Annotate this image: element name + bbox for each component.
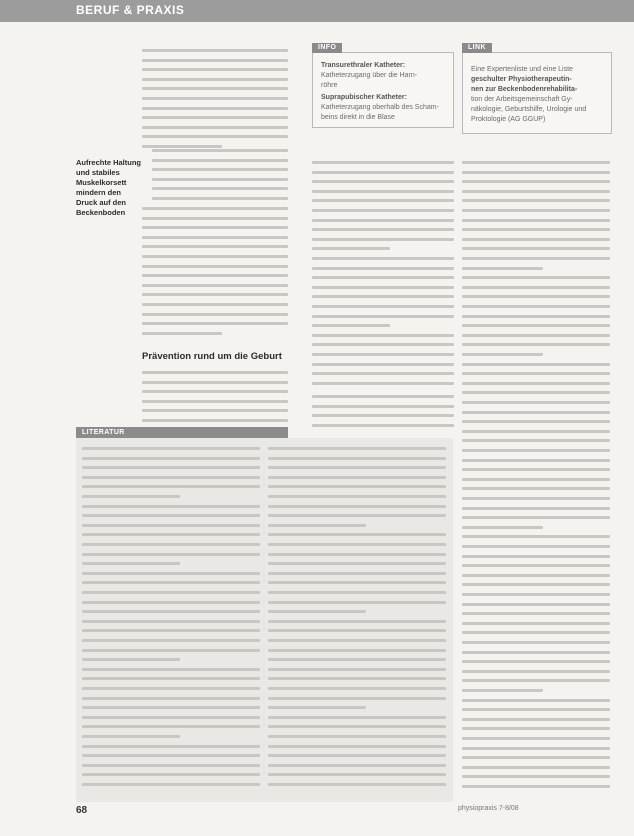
text-line-placeholder bbox=[142, 207, 288, 210]
info-line: Katheterzugang über die Harn- bbox=[321, 72, 418, 79]
text-line-placeholder bbox=[82, 783, 260, 786]
text-line-placeholder bbox=[312, 257, 454, 260]
text-line-placeholder bbox=[462, 180, 610, 183]
text-line-placeholder bbox=[142, 293, 288, 296]
text-line-placeholder bbox=[82, 649, 260, 652]
text-line-placeholder bbox=[268, 754, 446, 757]
text-line-placeholder bbox=[462, 238, 610, 241]
text-line-placeholder bbox=[312, 424, 454, 427]
text-line-placeholder bbox=[462, 382, 610, 385]
text-line-placeholder bbox=[462, 747, 610, 750]
text-line-placeholder bbox=[462, 161, 610, 164]
text-line-placeholder bbox=[462, 295, 610, 298]
text-line-placeholder bbox=[142, 274, 288, 277]
text-line-placeholder bbox=[268, 457, 446, 460]
text-line-placeholder bbox=[152, 168, 288, 171]
text-line-placeholder bbox=[268, 745, 446, 748]
text-line-placeholder bbox=[462, 603, 610, 606]
text-line-placeholder bbox=[142, 87, 288, 90]
info-line: Transurethraler Katheter: bbox=[321, 62, 406, 69]
text-line-placeholder bbox=[462, 391, 610, 394]
text-line-placeholder bbox=[462, 660, 610, 663]
text-line-placeholder bbox=[312, 324, 390, 327]
text-line-placeholder bbox=[462, 545, 610, 548]
text-line-placeholder bbox=[142, 107, 288, 110]
text-line-placeholder bbox=[462, 766, 610, 769]
sidebar-line: Druck auf den bbox=[76, 198, 127, 207]
text-line-placeholder bbox=[82, 754, 260, 757]
text-line-placeholder bbox=[462, 420, 610, 423]
text-line-placeholder bbox=[462, 526, 543, 529]
text-line-placeholder bbox=[462, 257, 610, 260]
text-line-placeholder bbox=[82, 610, 260, 613]
text-line-placeholder bbox=[312, 405, 454, 408]
text-line-placeholder bbox=[82, 773, 260, 776]
info-line: beins direkt in die Blase bbox=[321, 114, 395, 121]
text-line-placeholder bbox=[268, 649, 446, 652]
text-line-placeholder bbox=[462, 775, 610, 778]
text-line-placeholder bbox=[82, 533, 260, 536]
text-line-placeholder bbox=[462, 555, 610, 558]
text-line-placeholder bbox=[462, 641, 610, 644]
text-line-placeholder bbox=[268, 447, 446, 450]
text-line-placeholder bbox=[268, 514, 446, 517]
text-line-placeholder bbox=[268, 658, 446, 661]
text-line-placeholder bbox=[462, 411, 610, 414]
text-line-placeholder bbox=[312, 414, 454, 417]
text-line-placeholder bbox=[142, 284, 288, 287]
text-line-placeholder bbox=[82, 572, 260, 575]
text-line-placeholder bbox=[142, 332, 222, 335]
text-line-placeholder bbox=[312, 276, 454, 279]
text-line-placeholder bbox=[312, 305, 454, 308]
text-line-placeholder bbox=[462, 497, 610, 500]
text-line-placeholder bbox=[312, 295, 454, 298]
text-line-placeholder bbox=[312, 267, 454, 270]
text-line-placeholder bbox=[142, 49, 288, 52]
link-line: näkologie, Geburtshilfe, Urologie und bbox=[471, 106, 587, 113]
text-line-placeholder bbox=[268, 668, 446, 671]
text-line-placeholder bbox=[462, 228, 610, 231]
text-line-placeholder bbox=[142, 313, 288, 316]
sidebar-line: mindern den bbox=[76, 188, 122, 197]
text-line-placeholder bbox=[268, 495, 446, 498]
text-line-placeholder bbox=[268, 610, 366, 613]
text-line-placeholder bbox=[268, 581, 446, 584]
text-line-placeholder bbox=[82, 668, 260, 671]
text-line-placeholder bbox=[142, 226, 288, 229]
text-line-placeholder bbox=[462, 679, 610, 682]
text-line-placeholder bbox=[82, 677, 260, 680]
text-line-placeholder bbox=[462, 372, 610, 375]
sidebar-line: und stabiles bbox=[76, 168, 120, 177]
text-line-placeholder bbox=[142, 78, 288, 81]
text-line-placeholder bbox=[268, 524, 366, 527]
text-line-placeholder bbox=[268, 629, 446, 632]
text-line-placeholder bbox=[142, 303, 288, 306]
text-line-placeholder bbox=[82, 706, 260, 709]
text-line-placeholder bbox=[462, 516, 610, 519]
text-line-placeholder bbox=[268, 687, 446, 690]
text-line-placeholder bbox=[142, 322, 288, 325]
text-line-placeholder bbox=[82, 524, 260, 527]
text-line-placeholder bbox=[462, 468, 610, 471]
text-line-placeholder bbox=[82, 447, 260, 450]
link-line: Eine Expertenliste und eine Liste bbox=[471, 66, 573, 73]
text-line-placeholder bbox=[462, 564, 610, 567]
text-line-placeholder bbox=[142, 409, 288, 412]
text-line-placeholder bbox=[142, 400, 288, 403]
text-line-placeholder bbox=[462, 363, 610, 366]
text-line-placeholder bbox=[462, 171, 610, 174]
text-line-placeholder bbox=[462, 190, 610, 193]
text-line-placeholder bbox=[462, 199, 610, 202]
sidebar-pull-quote bbox=[76, 158, 142, 218]
text-line-placeholder bbox=[152, 159, 288, 162]
text-line-placeholder bbox=[312, 395, 454, 398]
text-line-placeholder bbox=[142, 255, 288, 258]
text-line-placeholder bbox=[312, 171, 454, 174]
page-header-bar bbox=[0, 0, 634, 22]
text-line-placeholder bbox=[268, 533, 446, 536]
text-line-placeholder bbox=[82, 629, 260, 632]
text-line-placeholder bbox=[82, 514, 260, 517]
text-line-placeholder bbox=[268, 485, 446, 488]
text-line-placeholder bbox=[82, 745, 260, 748]
text-line-placeholder bbox=[462, 612, 610, 615]
text-line-placeholder bbox=[462, 574, 610, 577]
text-line-placeholder bbox=[82, 735, 180, 738]
text-line-placeholder bbox=[462, 439, 610, 442]
text-line-placeholder bbox=[462, 449, 610, 452]
literature-header-bar bbox=[76, 427, 288, 438]
text-line-placeholder bbox=[462, 430, 610, 433]
text-line-placeholder bbox=[82, 658, 180, 661]
text-line-placeholder bbox=[82, 543, 260, 546]
text-line-placeholder bbox=[268, 505, 446, 508]
text-line-placeholder bbox=[462, 583, 610, 586]
text-line-placeholder bbox=[462, 305, 610, 308]
text-line-placeholder bbox=[142, 145, 222, 148]
text-line-placeholder bbox=[462, 593, 610, 596]
text-line-placeholder bbox=[312, 228, 454, 231]
text-line-placeholder bbox=[268, 601, 446, 604]
text-line-placeholder bbox=[462, 324, 610, 327]
text-line-placeholder bbox=[462, 727, 610, 730]
text-line-placeholder bbox=[462, 622, 610, 625]
text-line-placeholder bbox=[462, 785, 610, 788]
text-line-placeholder bbox=[462, 699, 610, 702]
text-line-placeholder bbox=[142, 419, 288, 422]
text-line-placeholder bbox=[312, 363, 454, 366]
text-line-placeholder bbox=[268, 773, 446, 776]
text-line-placeholder bbox=[462, 718, 610, 721]
text-line-placeholder bbox=[462, 507, 610, 510]
text-line-placeholder bbox=[152, 178, 288, 181]
text-line-placeholder bbox=[462, 247, 610, 250]
link-line: nen zur Beckenbodenrehabilita- bbox=[471, 86, 578, 93]
literature-label: LITERATUR bbox=[82, 429, 125, 436]
text-line-placeholder bbox=[142, 217, 288, 220]
text-line-placeholder bbox=[268, 553, 446, 556]
text-line-placeholder bbox=[268, 783, 446, 786]
text-line-placeholder bbox=[268, 706, 366, 709]
text-line-placeholder bbox=[82, 476, 260, 479]
text-line-placeholder bbox=[268, 466, 446, 469]
text-line-placeholder bbox=[268, 476, 446, 479]
section-title: BERUF & PRAXIS bbox=[76, 3, 185, 17]
text-line-placeholder bbox=[82, 687, 260, 690]
text-line-placeholder bbox=[462, 267, 543, 270]
text-line-placeholder bbox=[312, 334, 454, 337]
text-line-placeholder bbox=[82, 553, 260, 556]
text-line-placeholder bbox=[312, 315, 454, 318]
text-line-placeholder bbox=[142, 245, 288, 248]
text-line-placeholder bbox=[462, 334, 610, 337]
text-line-placeholder bbox=[142, 135, 288, 138]
text-line-placeholder bbox=[142, 265, 288, 268]
text-line-placeholder bbox=[82, 716, 260, 719]
text-line-placeholder bbox=[462, 756, 610, 759]
text-line-placeholder bbox=[462, 670, 610, 673]
text-line-placeholder bbox=[462, 276, 610, 279]
text-line-placeholder bbox=[312, 353, 454, 356]
text-line-placeholder bbox=[312, 199, 454, 202]
text-line-placeholder bbox=[152, 187, 288, 190]
text-line-placeholder bbox=[268, 764, 446, 767]
text-line-placeholder bbox=[462, 209, 610, 212]
text-line-placeholder bbox=[462, 343, 610, 346]
text-line-placeholder bbox=[268, 572, 446, 575]
text-line-placeholder bbox=[462, 737, 610, 740]
page-number: 68 bbox=[76, 805, 88, 816]
text-line-placeholder bbox=[312, 238, 454, 241]
text-line-placeholder bbox=[268, 639, 446, 642]
text-line-placeholder bbox=[82, 485, 260, 488]
text-line-placeholder bbox=[462, 631, 610, 634]
text-line-placeholder bbox=[152, 149, 288, 152]
text-line-placeholder bbox=[82, 601, 260, 604]
text-line-placeholder bbox=[268, 697, 446, 700]
text-line-placeholder bbox=[462, 401, 610, 404]
text-line-placeholder bbox=[462, 286, 610, 289]
text-line-placeholder bbox=[142, 68, 288, 71]
info-line: Katheterzugang oberhalb des Scham- bbox=[321, 104, 439, 111]
text-line-placeholder bbox=[268, 725, 446, 728]
info-box bbox=[312, 44, 454, 128]
text-line-placeholder bbox=[462, 459, 610, 462]
text-line-placeholder bbox=[312, 209, 454, 212]
info-line: röhre bbox=[321, 82, 338, 89]
text-line-placeholder bbox=[312, 180, 454, 183]
text-line-placeholder bbox=[268, 562, 446, 565]
text-line-placeholder bbox=[142, 371, 288, 374]
text-line-placeholder bbox=[312, 247, 390, 250]
text-line-placeholder bbox=[82, 466, 260, 469]
link-box bbox=[462, 44, 612, 134]
text-line-placeholder bbox=[82, 697, 260, 700]
link-line: geschulter Physiotherapeutin- bbox=[471, 76, 572, 83]
text-line-placeholder bbox=[142, 390, 288, 393]
text-line-placeholder bbox=[268, 591, 446, 594]
sidebar-line: Beckenboden bbox=[76, 208, 126, 217]
text-line-placeholder bbox=[268, 716, 446, 719]
text-line-placeholder bbox=[462, 315, 610, 318]
text-line-placeholder bbox=[82, 591, 260, 594]
text-line-placeholder bbox=[82, 457, 260, 460]
section-subheading: Prävention rund um die Geburt bbox=[142, 351, 282, 362]
sidebar-line: Muskelkorsett bbox=[76, 178, 127, 187]
text-line-placeholder bbox=[268, 620, 446, 623]
text-line-placeholder bbox=[462, 219, 610, 222]
text-line-placeholder bbox=[312, 286, 454, 289]
text-line-placeholder bbox=[312, 372, 454, 375]
text-line-placeholder bbox=[462, 353, 543, 356]
text-line-placeholder bbox=[268, 735, 446, 738]
text-line-placeholder bbox=[82, 620, 260, 623]
text-line-placeholder bbox=[462, 689, 543, 692]
link-box-tag: LINK bbox=[462, 43, 492, 53]
text-line-placeholder bbox=[312, 161, 454, 164]
text-line-placeholder bbox=[462, 535, 610, 538]
text-line-placeholder bbox=[142, 381, 288, 384]
text-line-placeholder bbox=[82, 505, 260, 508]
text-line-placeholder bbox=[312, 343, 454, 346]
text-line-placeholder bbox=[462, 478, 610, 481]
text-line-placeholder bbox=[268, 677, 446, 680]
text-line-placeholder bbox=[82, 562, 180, 565]
text-line-placeholder bbox=[152, 197, 288, 200]
text-line-placeholder bbox=[82, 764, 260, 767]
text-line-placeholder bbox=[142, 126, 288, 129]
sidebar-line: Aufrechte Haltung bbox=[76, 158, 142, 167]
text-line-placeholder bbox=[312, 382, 454, 385]
info-line: Suprapubischer Katheter: bbox=[321, 94, 407, 101]
text-line-placeholder bbox=[142, 97, 288, 100]
text-line-placeholder bbox=[142, 236, 288, 239]
text-line-placeholder bbox=[312, 219, 454, 222]
text-line-placeholder bbox=[268, 543, 446, 546]
text-line-placeholder bbox=[142, 59, 288, 62]
text-line-placeholder bbox=[312, 190, 454, 193]
text-line-placeholder bbox=[142, 116, 288, 119]
text-line-placeholder bbox=[82, 639, 260, 642]
text-line-placeholder bbox=[462, 487, 610, 490]
info-box-tag: INFO bbox=[312, 43, 342, 53]
text-line-placeholder bbox=[82, 725, 260, 728]
link-line: tion der Arbeitsgemeinschaft Gy- bbox=[471, 96, 573, 103]
text-line-placeholder bbox=[82, 581, 260, 584]
journal-reference: physiopraxis 7-8/08 bbox=[458, 805, 519, 812]
text-line-placeholder bbox=[462, 651, 610, 654]
text-line-placeholder bbox=[82, 495, 180, 498]
text-line-placeholder bbox=[462, 708, 610, 711]
link-line: Proktologie (AG GGUP) bbox=[471, 116, 546, 123]
